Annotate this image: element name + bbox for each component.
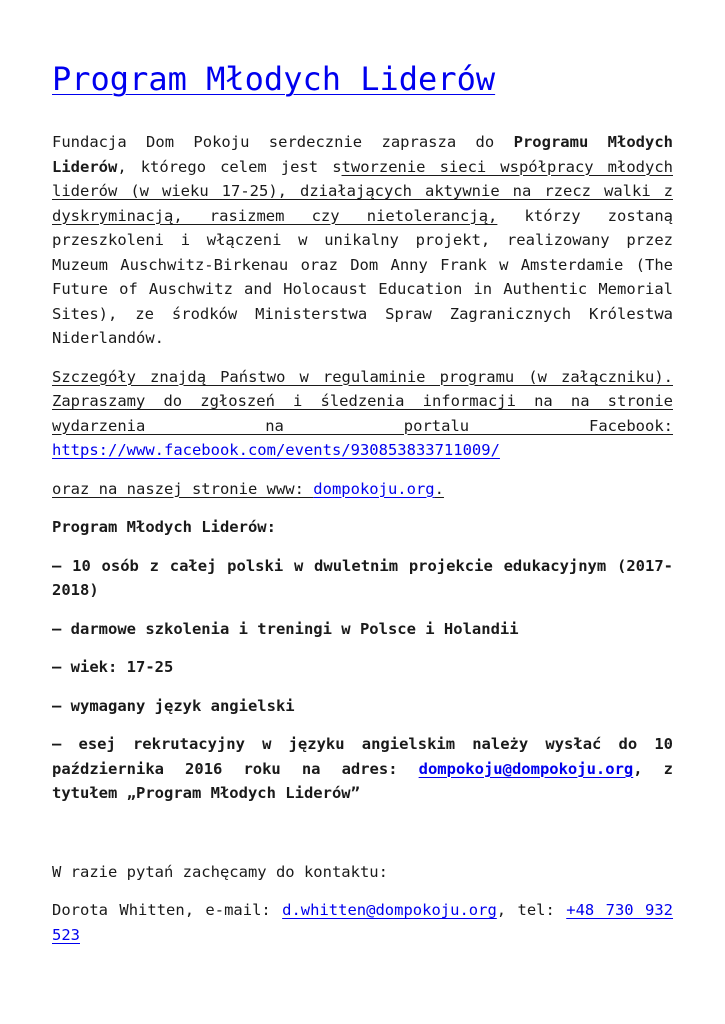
details-text: Szczegóły znajdą Państwo w regulaminie programu (w załączniku). Zapraszamy do zgłoszeń i śledzenia informacji na na stronie wydarzenia na portalu Facebook: xyxy=(52,367,673,435)
program-item-text: – wiek: 17-25 xyxy=(52,658,174,676)
intro-paragraph xyxy=(52,130,673,351)
contact-email-link[interactable]: d.whitten@dompokoju.org xyxy=(282,901,497,919)
site-end: . xyxy=(434,479,444,498)
program-item-text: – wymagany język angielski xyxy=(52,696,295,715)
page-title xyxy=(52,58,673,100)
program-heading-text: Program Młodych Liderów: xyxy=(52,518,276,536)
essay-email-text: dompokoju@dompokoju.org xyxy=(418,759,634,778)
essay-paragraph xyxy=(52,732,673,806)
program-heading xyxy=(52,515,673,540)
contact-text-1: Dorota Whitten, e-mail: xyxy=(52,901,283,919)
program-item xyxy=(52,655,673,680)
spacer xyxy=(52,820,673,860)
site-paragraph xyxy=(52,477,673,502)
contact-text-2: , tel: xyxy=(496,901,567,919)
site-text: oraz na naszej stronie www: xyxy=(52,479,314,498)
title-link[interactable]: Program Młodych Liderów xyxy=(52,60,496,98)
program-item-text: – darmowe szkolenia i treningi w Polsce i Holandii xyxy=(52,619,519,638)
details-paragraph xyxy=(52,365,673,463)
contact-phone-link[interactable]: +48 730 932 523 xyxy=(52,901,674,944)
dompokoju-site-link[interactable]: dompokoju.org xyxy=(313,479,435,498)
intro-text-1: Fundacja Dom Pokoju serdecznie zaprasza do xyxy=(52,133,514,151)
facebook-event-link[interactable] xyxy=(52,441,500,459)
program-item xyxy=(52,617,673,642)
program-item xyxy=(52,554,673,603)
essay-email-link[interactable] xyxy=(419,760,634,778)
contact-paragraph xyxy=(52,898,673,947)
intro-underlined-text: tworzenie sieci współpracy młodych liderów (w wieku 17-25), działających aktywnie na rzecz walki z dyskryminacją, rasizmem czy nietolerancją, xyxy=(52,157,673,225)
article xyxy=(52,58,673,961)
program-item-text: – 10 osób z całej polski w dwuletnim projekcie edukacyjnym (2017-2018) xyxy=(52,556,673,599)
intro-program-name: Programu Młodych Liderów xyxy=(52,133,673,176)
contact-intro: W razie pytań zachęcamy do kontaktu: xyxy=(52,862,388,881)
program-item xyxy=(52,694,673,719)
facebook-event-link-text: https://www.facebook.com/events/930853833711009/ xyxy=(52,441,500,459)
essay-text-1: – esej rekrutacyjny w języku angielskim należy wysłać do 10 października 2016 roku na adres: xyxy=(52,735,673,778)
essay-text-2: , z tytułem „Program Młodych Liderów” xyxy=(52,759,673,802)
intro-text-3: którzy zostaną przeszkoleni i włączeni w unikalny projekt, realizowany przez Muzeum Auschwitz-Birkenau oraz Dom Anny Frank w Amsterdamie (The Future of Auschwitz and Holocaust Education in Authentic Memorial Sites), ze środków Ministerstwa Spraw Zagranicznych Królestwa Niderlandów. xyxy=(52,206,673,347)
intro-text-2: , którego celem jest s xyxy=(117,157,342,176)
